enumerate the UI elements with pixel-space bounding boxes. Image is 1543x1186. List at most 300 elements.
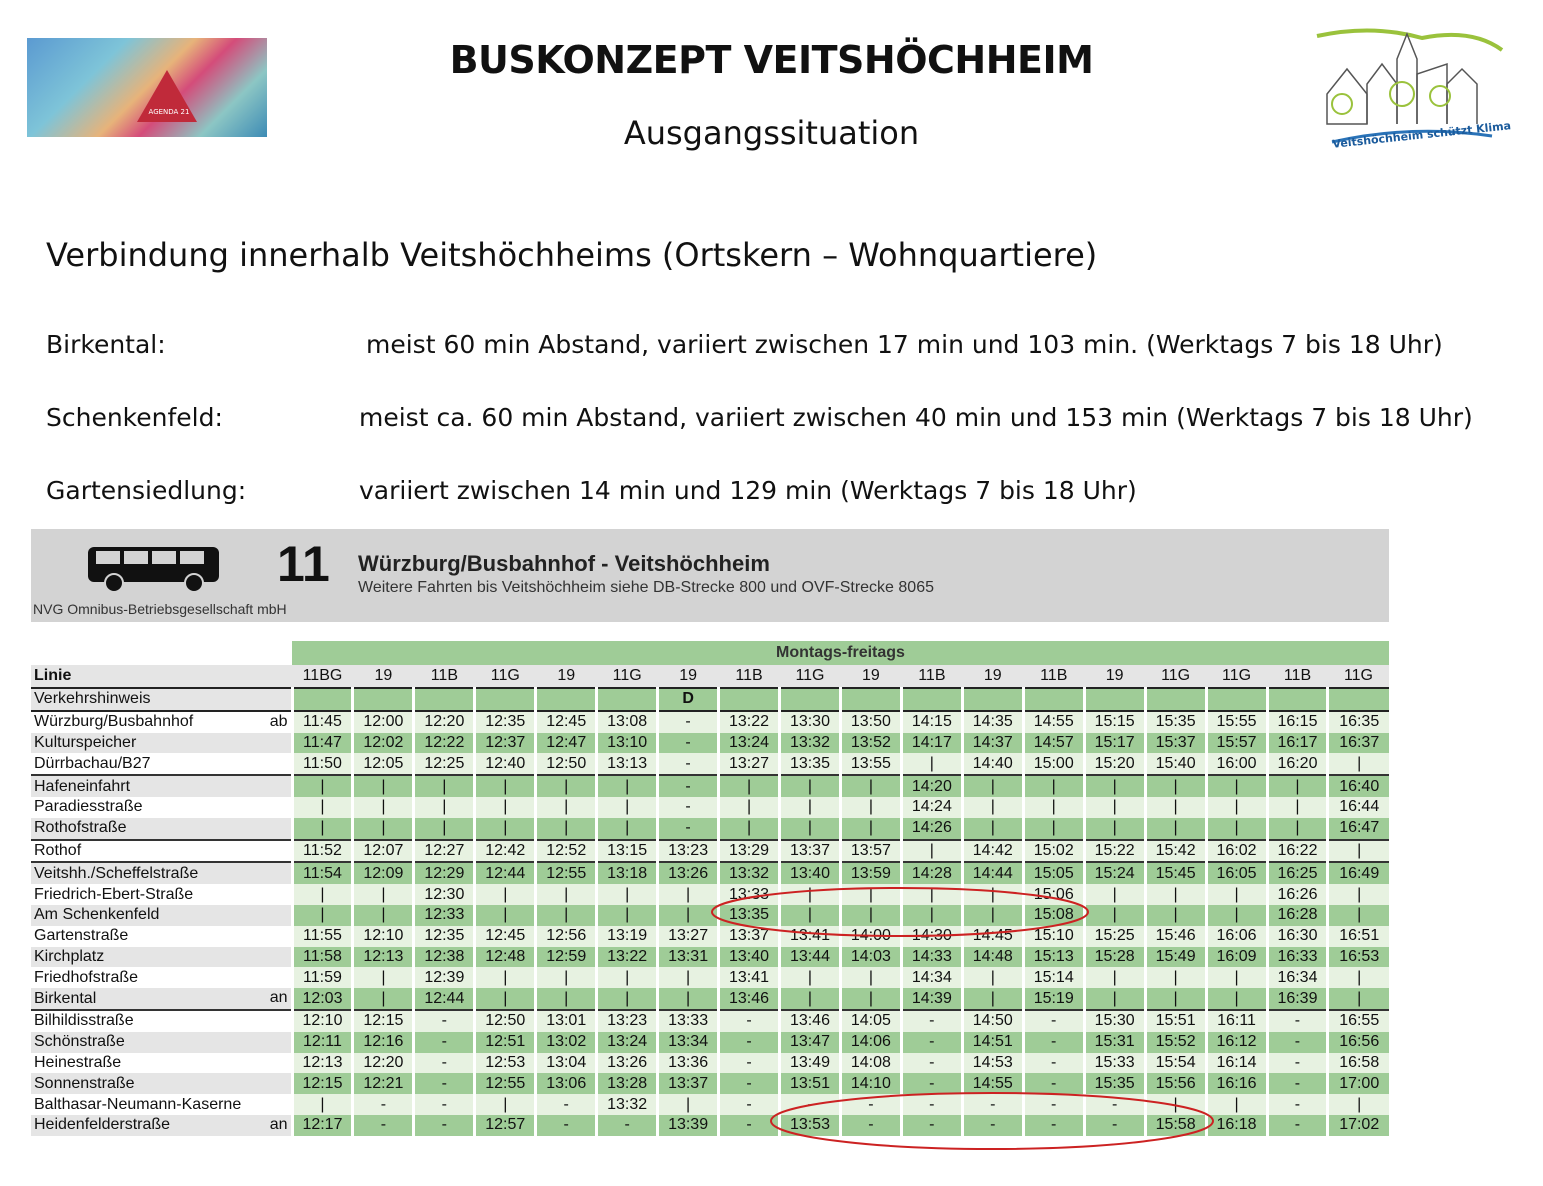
stop-name: Rothofstraße <box>34 819 127 837</box>
time-cell: | <box>475 818 536 840</box>
time-cell: 14:57 <box>1023 733 1084 754</box>
time-cell: 12:51 <box>475 1032 536 1053</box>
time-cell: 14:03 <box>840 947 901 968</box>
village-skyline-icon <box>1312 24 1530 174</box>
time-cell: | <box>658 1094 719 1115</box>
time-cell: | <box>1084 988 1145 1010</box>
stop-name-cell <box>31 775 292 797</box>
time-cell: | <box>597 905 658 926</box>
time-cell: 12:09 <box>353 862 414 884</box>
time-cell: 16:53 <box>1328 947 1389 968</box>
time-cell: 12:52 <box>536 840 597 863</box>
time-cell: 12:44 <box>475 862 536 884</box>
time-cell: - <box>414 1115 475 1136</box>
time-cell: 13:04 <box>536 1053 597 1074</box>
hinweis-cell <box>962 688 1023 711</box>
time-cell: | <box>597 884 658 905</box>
time-cell: | <box>1206 797 1267 818</box>
stop-name: Sonnenstraße <box>34 1074 135 1092</box>
time-cell: | <box>475 775 536 797</box>
time-cell: | <box>840 967 901 988</box>
time-cell: 12:55 <box>475 1073 536 1094</box>
time-cell: - <box>901 1032 962 1053</box>
time-cell: 13:29 <box>719 840 780 863</box>
time-cell: 12:37 <box>475 733 536 754</box>
time-cell: 12:03 <box>292 988 353 1010</box>
time-cell: - <box>353 1115 414 1136</box>
time-cell: 13:23 <box>597 1010 658 1032</box>
time-cell: 13:52 <box>840 733 901 754</box>
time-cell: | <box>1084 818 1145 840</box>
time-cell: | <box>780 988 841 1010</box>
time-cell: 14:42 <box>962 840 1023 863</box>
time-cell: 15:51 <box>1145 1010 1206 1032</box>
time-cell: 12:57 <box>475 1115 536 1136</box>
time-cell: 13:24 <box>597 1032 658 1053</box>
hinweis-cell <box>1084 688 1145 711</box>
hinweis-cell <box>475 688 536 711</box>
time-cell: 13:51 <box>780 1073 841 1094</box>
time-cell: - <box>1023 1094 1084 1115</box>
time-cell: 15:13 <box>1023 947 1084 968</box>
stop-name: Dürrbachau/B27 <box>34 754 151 772</box>
stop-name: Heinestraße <box>34 1053 122 1071</box>
time-cell: 15:55 <box>1206 711 1267 733</box>
time-cell: | <box>1023 818 1084 840</box>
time-cell: 16:15 <box>1267 711 1328 733</box>
agenda21-logo-text: AGENDA 21 <box>148 108 190 116</box>
time-cell: | <box>1084 905 1145 926</box>
time-cell: 12:50 <box>475 1010 536 1032</box>
time-cell: 14:35 <box>962 711 1023 733</box>
time-cell: | <box>962 905 1023 926</box>
time-cell: | <box>780 797 841 818</box>
time-cell: 14:45 <box>962 926 1023 947</box>
time-cell: 12:38 <box>414 947 475 968</box>
time-cell: 13:37 <box>780 840 841 863</box>
time-cell: 16:18 <box>1206 1115 1267 1136</box>
time-cell: 15:20 <box>1084 753 1145 775</box>
time-cell: 12:07 <box>353 840 414 863</box>
time-cell: 12:25 <box>414 753 475 775</box>
time-cell: 12:27 <box>414 840 475 863</box>
time-cell: | <box>1328 1094 1389 1115</box>
time-cell: 15:10 <box>1023 926 1084 947</box>
time-cell: 16:47 <box>1328 818 1389 840</box>
hinweis-cell <box>536 688 597 711</box>
time-cell: 14:06 <box>840 1032 901 1053</box>
stop-name-cell <box>31 1115 292 1136</box>
time-cell: | <box>353 818 414 840</box>
time-cell: | <box>1328 905 1389 926</box>
time-cell: | <box>1267 818 1328 840</box>
time-cell: 16:39 <box>1267 988 1328 1010</box>
stop-name-cell <box>31 733 292 754</box>
time-cell: | <box>536 775 597 797</box>
stop-name-cell <box>31 818 292 840</box>
time-cell: - <box>414 1010 475 1032</box>
area-name-birkental: Birkental: <box>46 330 166 359</box>
time-cell: 12:50 <box>536 753 597 775</box>
time-cell: - <box>962 1115 1023 1136</box>
time-cell: 15:58 <box>1145 1115 1206 1136</box>
time-cell: 12:13 <box>353 947 414 968</box>
time-cell: 15:40 <box>1145 753 1206 775</box>
time-cell: | <box>536 905 597 926</box>
time-cell: 14:53 <box>962 1053 1023 1074</box>
time-cell: 16:20 <box>1267 753 1328 775</box>
time-cell: 12:13 <box>292 1053 353 1074</box>
time-cell: 12:53 <box>475 1053 536 1074</box>
time-cell: 16:09 <box>1206 947 1267 968</box>
line-header-cell: 11B <box>414 665 475 688</box>
time-cell: 13:49 <box>780 1053 841 1074</box>
stop-name: Rothof <box>34 841 82 859</box>
time-cell: | <box>840 905 901 926</box>
time-cell: 12:00 <box>353 711 414 733</box>
time-cell: 12:22 <box>414 733 475 754</box>
time-cell: | <box>1328 988 1389 1010</box>
timetable-row <box>31 988 1389 1010</box>
time-cell: | <box>1206 1094 1267 1115</box>
time-cell: 16:22 <box>1267 840 1328 863</box>
time-cell: - <box>840 1094 901 1115</box>
time-cell: 15:00 <box>1023 753 1084 775</box>
time-cell: 15:22 <box>1084 840 1145 863</box>
line-header-cell: 11G <box>1145 665 1206 688</box>
time-cell: 16:26 <box>1267 884 1328 905</box>
hinweis-cell <box>840 688 901 711</box>
hinweis-cell <box>414 688 475 711</box>
time-cell: | <box>353 988 414 1010</box>
hinweis-cell <box>1267 688 1328 711</box>
time-cell: 13:59 <box>840 862 901 884</box>
stop-name: Balthasar-Neumann-Kaserne <box>34 1095 242 1113</box>
stop-name-cell <box>31 1053 292 1074</box>
time-cell: | <box>901 840 962 863</box>
time-cell: 12:10 <box>292 1010 353 1032</box>
time-cell: | <box>475 905 536 926</box>
stop-name-cell <box>31 862 292 884</box>
time-cell: 13:33 <box>658 1010 719 1032</box>
time-cell: 14:30 <box>901 926 962 947</box>
time-cell: - <box>780 1094 841 1115</box>
line-header-cell: 11G <box>1206 665 1267 688</box>
time-cell: | <box>597 988 658 1010</box>
time-cell: | <box>840 884 901 905</box>
time-cell: - <box>1267 1053 1328 1074</box>
time-cell: 12:47 <box>536 733 597 754</box>
stop-name: Gartenstraße <box>34 927 129 945</box>
time-cell: 15:46 <box>1145 926 1206 947</box>
time-cell: 14:40 <box>962 753 1023 775</box>
time-cell: 13:22 <box>597 947 658 968</box>
time-cell: 15:08 <box>1023 905 1084 926</box>
time-cell: | <box>353 775 414 797</box>
time-cell: 15:19 <box>1023 988 1084 1010</box>
hinweis-cell <box>901 688 962 711</box>
line-header-cell: 19 <box>962 665 1023 688</box>
time-cell: 13:35 <box>719 905 780 926</box>
time-cell: 12:56 <box>536 926 597 947</box>
time-cell: 16:37 <box>1328 733 1389 754</box>
time-cell: 16:17 <box>1267 733 1328 754</box>
time-cell: | <box>475 967 536 988</box>
time-cell: | <box>1328 840 1389 863</box>
time-cell: 14:05 <box>840 1010 901 1032</box>
time-cell: - <box>658 797 719 818</box>
stop-name-cell <box>31 711 292 733</box>
stop-name-cell <box>31 988 292 1010</box>
time-cell: 16:02 <box>1206 840 1267 863</box>
stop-suffix: an <box>269 989 288 1007</box>
time-cell: 13:28 <box>597 1073 658 1094</box>
linie-label: Linie <box>31 665 292 688</box>
time-cell: 13:46 <box>719 988 780 1010</box>
time-cell: | <box>353 884 414 905</box>
time-cell: 14:08 <box>840 1053 901 1074</box>
time-cell: - <box>658 753 719 775</box>
time-cell: 12:10 <box>353 926 414 947</box>
time-cell: 13:31 <box>658 947 719 968</box>
time-cell: 16:33 <box>1267 947 1328 968</box>
time-cell: 12:15 <box>353 1010 414 1032</box>
timetable-row <box>31 1094 1389 1115</box>
time-cell: | <box>1145 1094 1206 1115</box>
time-cell: - <box>901 1053 962 1074</box>
time-cell: 11:55 <box>292 926 353 947</box>
time-cell: | <box>1206 988 1267 1010</box>
time-cell: 15:35 <box>1145 711 1206 733</box>
time-cell: | <box>962 818 1023 840</box>
hinweis-cell <box>719 688 780 711</box>
time-cell: 13:32 <box>719 862 780 884</box>
time-cell: 12:20 <box>414 711 475 733</box>
time-cell: | <box>1145 818 1206 840</box>
hinweis-cell <box>1328 688 1389 711</box>
stop-name: Veitshh./Scheffelstraße <box>34 864 199 882</box>
timetable-row <box>31 926 1389 947</box>
time-cell: 13:37 <box>658 1073 719 1094</box>
time-cell: | <box>962 988 1023 1010</box>
time-cell: 12:29 <box>414 862 475 884</box>
time-cell: - <box>719 1032 780 1053</box>
time-cell: | <box>719 775 780 797</box>
time-cell: | <box>780 775 841 797</box>
time-cell: | <box>597 797 658 818</box>
time-cell: - <box>901 1094 962 1115</box>
line-header-cell: 19 <box>536 665 597 688</box>
timetable-row <box>31 1010 1389 1032</box>
stop-name-cell <box>31 753 292 775</box>
stop-name: Kulturspeicher <box>34 733 137 751</box>
stop-name-cell <box>31 797 292 818</box>
time-cell: - <box>1084 1115 1145 1136</box>
timetable-row <box>31 733 1389 754</box>
time-cell: 13:10 <box>597 733 658 754</box>
time-cell: | <box>353 797 414 818</box>
time-cell: - <box>1267 1010 1328 1032</box>
line-banner <box>31 529 1389 622</box>
time-cell: 13:22 <box>719 711 780 733</box>
time-cell: | <box>292 818 353 840</box>
area-text-schenkenfeld: meist ca. 60 min Abstand, variiert zwischen 40 min und 153 min (Werktags 7 bis 18 Uhr) <box>359 403 1473 432</box>
time-cell: 12:35 <box>414 926 475 947</box>
time-cell: | <box>475 988 536 1010</box>
line-header-cell: 11G <box>780 665 841 688</box>
hinweis-cell <box>1206 688 1267 711</box>
time-cell: | <box>780 884 841 905</box>
time-cell: | <box>1084 884 1145 905</box>
time-cell: 12:17 <box>292 1115 353 1136</box>
time-cell: 14:28 <box>901 862 962 884</box>
time-cell: 15:33 <box>1084 1053 1145 1074</box>
time-cell: 13:46 <box>780 1010 841 1032</box>
time-cell: 13:27 <box>658 926 719 947</box>
time-cell: - <box>658 775 719 797</box>
time-cell: 12:45 <box>536 711 597 733</box>
area-name-gartensiedlung: Gartensiedlung: <box>46 476 247 505</box>
time-cell: 13:30 <box>780 711 841 733</box>
time-cell: | <box>475 1094 536 1115</box>
stop-name: Paradiesstraße <box>34 798 143 816</box>
time-cell: | <box>353 905 414 926</box>
time-cell: 16:28 <box>1267 905 1328 926</box>
time-cell: 12:16 <box>353 1032 414 1053</box>
time-cell: 14:44 <box>962 862 1023 884</box>
time-cell: | <box>292 797 353 818</box>
time-cell: 13:08 <box>597 711 658 733</box>
time-cell: | <box>1206 818 1267 840</box>
time-cell: 15:14 <box>1023 967 1084 988</box>
time-cell: 15:52 <box>1145 1032 1206 1053</box>
time-cell: 15:02 <box>1023 840 1084 863</box>
stop-name-cell <box>31 1073 292 1094</box>
time-cell: | <box>658 884 719 905</box>
klima-logo-text: Veitshöchheim schützt Klima <box>1331 119 1512 151</box>
time-cell: | <box>840 775 901 797</box>
timetable-corner-cell <box>31 641 292 665</box>
time-cell: | <box>1267 797 1328 818</box>
time-cell: 14:37 <box>962 733 1023 754</box>
line-header-cell: 11B <box>719 665 780 688</box>
operator-name: NVG Omnibus-Betriebsgesellschaft mbH <box>33 601 287 617</box>
time-cell: - <box>719 1073 780 1094</box>
time-cell: | <box>840 988 901 1010</box>
time-cell: 12:59 <box>536 947 597 968</box>
time-cell: 14:20 <box>901 775 962 797</box>
time-cell: | <box>1145 905 1206 926</box>
timetable-row <box>31 1053 1389 1074</box>
time-cell: 12:44 <box>414 988 475 1010</box>
time-cell: | <box>901 884 962 905</box>
time-cell: | <box>414 818 475 840</box>
time-cell: - <box>1023 1053 1084 1074</box>
time-cell: 14:34 <box>901 967 962 988</box>
stop-name-cell <box>31 1094 292 1115</box>
time-cell: 16:55 <box>1328 1010 1389 1032</box>
time-cell: - <box>901 1073 962 1094</box>
time-cell: 16:25 <box>1267 862 1328 884</box>
time-cell: 15:30 <box>1084 1010 1145 1032</box>
time-cell: | <box>536 818 597 840</box>
time-cell: 16:16 <box>1206 1073 1267 1094</box>
stop-name-cell <box>31 967 292 988</box>
time-cell: 16:58 <box>1328 1053 1389 1074</box>
time-cell: - <box>1023 1032 1084 1053</box>
time-cell: 15:05 <box>1023 862 1084 884</box>
time-cell: 12:05 <box>353 753 414 775</box>
time-cell: - <box>719 1094 780 1115</box>
timetable-row <box>31 840 1389 863</box>
time-cell: 11:59 <box>292 967 353 988</box>
stop-suffix: ab <box>269 712 288 730</box>
time-cell: 13:13 <box>597 753 658 775</box>
time-cell: | <box>597 775 658 797</box>
hinweis-cell <box>292 688 353 711</box>
timetable-row <box>31 947 1389 968</box>
time-cell: 16:35 <box>1328 711 1389 733</box>
time-cell: | <box>1328 753 1389 775</box>
time-cell: 15:54 <box>1145 1053 1206 1074</box>
timetable-row <box>31 905 1389 926</box>
time-cell: | <box>292 884 353 905</box>
time-cell: | <box>901 905 962 926</box>
timetable-day-header-row <box>31 641 1389 665</box>
timetable-line-header-row <box>31 665 1389 688</box>
time-cell: 14:24 <box>901 797 962 818</box>
time-cell: | <box>1084 797 1145 818</box>
time-cell: | <box>780 818 841 840</box>
time-cell: 13:41 <box>780 926 841 947</box>
line-header-cell: 11G <box>597 665 658 688</box>
time-cell: 16:44 <box>1328 797 1389 818</box>
route-title: Würzburg/Busbahnhof - Veitshöchheim <box>358 551 770 576</box>
time-cell: - <box>536 1115 597 1136</box>
time-cell: | <box>1084 967 1145 988</box>
area-text-gartensiedlung: variiert zwischen 14 min und 129 min (Werktags 7 bis 18 Uhr) <box>359 476 1137 505</box>
time-cell: | <box>962 884 1023 905</box>
time-cell: 15:42 <box>1145 840 1206 863</box>
line-header-cell: 11G <box>475 665 536 688</box>
time-cell: 12:21 <box>353 1073 414 1094</box>
time-cell: | <box>658 905 719 926</box>
time-cell: - <box>658 818 719 840</box>
timetable-row <box>31 797 1389 818</box>
time-cell: | <box>414 775 475 797</box>
time-cell: | <box>1206 775 1267 797</box>
time-cell: 13:44 <box>780 947 841 968</box>
time-cell: | <box>1206 905 1267 926</box>
time-cell: 13:36 <box>658 1053 719 1074</box>
time-cell: 13:24 <box>719 733 780 754</box>
stop-name: Am Schenkenfeld <box>34 906 160 924</box>
stop-name-cell <box>31 1032 292 1053</box>
time-cell: 12:42 <box>475 840 536 863</box>
time-cell: 12:39 <box>414 967 475 988</box>
time-cell: | <box>1023 775 1084 797</box>
hinweis-cell: D <box>658 688 719 711</box>
time-cell: 11:45 <box>292 711 353 733</box>
timetable-row <box>31 967 1389 988</box>
time-cell: 13:32 <box>597 1094 658 1115</box>
time-cell: 13:18 <box>597 862 658 884</box>
time-cell: - <box>658 733 719 754</box>
time-cell: 15:35 <box>1084 1073 1145 1094</box>
time-cell: - <box>1023 1010 1084 1032</box>
time-cell: 16:11 <box>1206 1010 1267 1032</box>
time-cell: - <box>414 1053 475 1074</box>
